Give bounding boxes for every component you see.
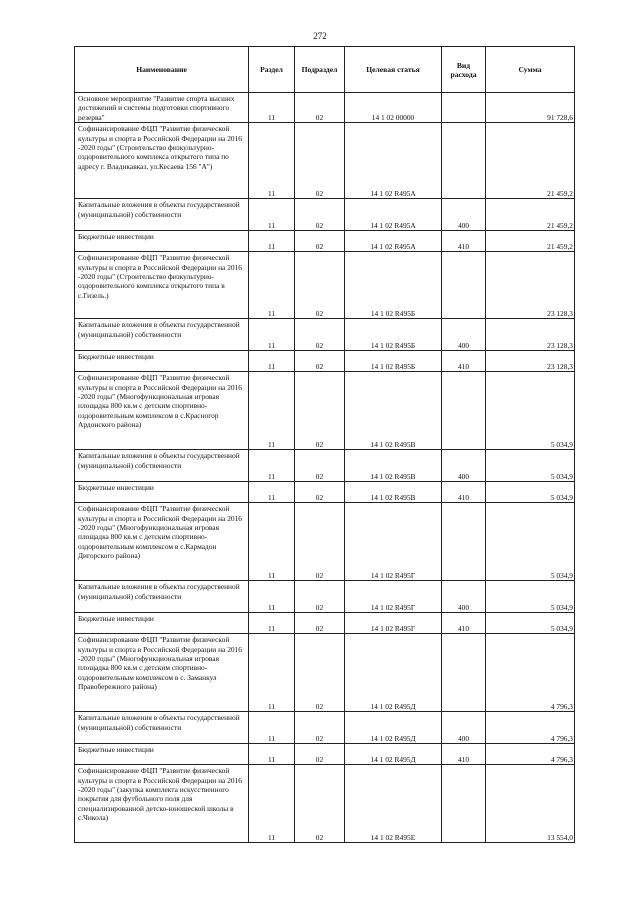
table-row (75, 231, 575, 252)
cell-razdel: 11 (249, 744, 295, 765)
cell-target: 14 1 02 R495Г (345, 581, 442, 613)
table-row (75, 319, 575, 351)
cell-sum: 13 554,0 (486, 765, 575, 843)
cell-vid: 400 (442, 450, 486, 482)
cell-target: 14 1 02 R495В (345, 450, 442, 482)
cell-vid: 400 (442, 581, 486, 613)
cell-target: 14 1 02 R495А (345, 231, 442, 252)
cell-name: Бюджетные инвестиции (75, 613, 249, 634)
cell-sum: 4 796,3 (486, 634, 575, 712)
cell-razdel: 11 (249, 351, 295, 372)
table-row (75, 613, 575, 634)
cell-podrazdel: 02 (295, 712, 345, 744)
cell-podrazdel: 02 (295, 765, 345, 843)
header-podrazdel: Подраздел (295, 47, 345, 93)
cell-razdel: 11 (249, 634, 295, 712)
cell-sum: 5 034,9 (486, 613, 575, 634)
cell-vid (442, 634, 486, 712)
cell-name: Софинансирование ФЦП "Развитие физической культуры и спорта в Российской Федерации на 2016 -2020 годы" (закупка комплекта искусственного покрытия для футбольного поля для специализированной детско-юношеской школы в с.Чикола) (75, 765, 249, 843)
cell-vid (442, 503, 486, 581)
cell-sum: 4 796,3 (486, 712, 575, 744)
cell-sum: 23 128,3 (486, 351, 575, 372)
cell-sum: 23 128,3 (486, 252, 575, 319)
table-header-row (75, 47, 575, 93)
table-row (75, 252, 575, 319)
cell-podrazdel: 02 (295, 351, 345, 372)
cell-target: 14 1 02 R495Д (345, 712, 442, 744)
cell-podrazdel: 02 (295, 123, 345, 199)
cell-podrazdel: 02 (295, 93, 345, 123)
cell-target: 14 1 02 R495Б (345, 351, 442, 372)
cell-razdel: 11 (249, 482, 295, 503)
cell-target: 14 1 02 00000 (345, 93, 442, 123)
cell-vid (442, 93, 486, 123)
cell-podrazdel: 02 (295, 634, 345, 712)
cell-razdel: 11 (249, 581, 295, 613)
cell-name: Софинансирование ФЦП "Развитие физической культуры и спорта в Российской Федерации на 2016 -2020 годы" (Многофункциональная игровая площадка 800 кв.м с детским спортивно-оздоровительным комплексом в с. Заманкул Правобережного района) (75, 634, 249, 712)
table-row (75, 482, 575, 503)
cell-name: Бюджетные инвестиции (75, 482, 249, 503)
header-vid: Вид расхода (442, 47, 486, 93)
cell-name: Капитальные вложения в объекты государственной (муниципальной) собственности (75, 450, 249, 482)
table-row (75, 581, 575, 613)
cell-vid (442, 372, 486, 450)
cell-vid: 410 (442, 613, 486, 634)
cell-podrazdel: 02 (295, 372, 345, 450)
cell-target: 14 1 02 R495Е (345, 765, 442, 843)
cell-sum: 5 034,9 (486, 450, 575, 482)
cell-sum: 5 034,9 (486, 482, 575, 503)
cell-sum: 5 034,9 (486, 581, 575, 613)
cell-podrazdel: 02 (295, 450, 345, 482)
cell-name: Бюджетные инвестиции (75, 351, 249, 372)
cell-target: 14 1 02 R495В (345, 482, 442, 503)
cell-vid (442, 123, 486, 199)
cell-target: 14 1 02 R495А (345, 123, 442, 199)
cell-name: Софинансирование ФЦП "Развитие физической культуры и спорта в Российской Федерации на 2016 -2020 годы" (Многофункциональная игровая площадка 800 кв.м с детским спортивно-оздоровительным комплексом в с.Кармадон Дигорского района) (75, 503, 249, 581)
cell-vid (442, 252, 486, 319)
table-row (75, 450, 575, 482)
cell-podrazdel: 02 (295, 744, 345, 765)
cell-sum: 5 034,9 (486, 503, 575, 581)
cell-sum: 21 459,2 (486, 199, 575, 231)
cell-razdel: 11 (249, 765, 295, 843)
cell-vid: 400 (442, 712, 486, 744)
cell-sum: 91 728,6 (486, 93, 575, 123)
cell-vid: 410 (442, 482, 486, 503)
cell-razdel: 11 (249, 372, 295, 450)
cell-name: Софинансирование ФЦП "Развитие физической культуры и спорта в Российской Федерации на 2016 -2020 годы" (Строительство физкультурно-оздоровительного комплекса открытого типа по адресу г. Владикавказ, ул.Кесаева 156 "А") (75, 123, 249, 199)
cell-target: 14 1 02 R495Д (345, 634, 442, 712)
cell-podrazdel: 02 (295, 252, 345, 319)
cell-razdel: 11 (249, 199, 295, 231)
header-name: Наименование (75, 47, 249, 93)
cell-name: Софинансирование ФЦП "Развитие физической культуры и спорта в Российской Федерации на 2016 -2020 годы" (Многофункциональная игровая площадка 800 кв.м с детским спортивно-оздоровительным комплексом в с.Красногор Ардонского района) (75, 372, 249, 450)
cell-podrazdel: 02 (295, 482, 345, 503)
table-row (75, 351, 575, 372)
cell-target: 14 1 02 R495Б (345, 252, 442, 319)
cell-sum: 5 034,9 (486, 372, 575, 450)
cell-podrazdel: 02 (295, 581, 345, 613)
table-row (75, 503, 575, 581)
table-row (75, 712, 575, 744)
cell-name: Софинансирование ФЦП "Развитие физической культуры и спорта в Российской Федерации на 2016 -2020 годы" (Строительство физкультурно-оздоровительного комплекса открытого типа в с.Гизель.) (75, 252, 249, 319)
cell-name: Капитальные вложения в объекты государственной (муниципальной) собственности (75, 581, 249, 613)
cell-razdel: 11 (249, 252, 295, 319)
budget-table (74, 46, 575, 843)
table-row (75, 765, 575, 843)
header-razdel: Раздел (249, 47, 295, 93)
cell-podrazdel: 02 (295, 319, 345, 351)
cell-name: Бюджетные инвестиции (75, 231, 249, 252)
cell-name: Капитальные вложения в объекты государственной (муниципальной) собственности (75, 712, 249, 744)
table-row (75, 123, 575, 199)
table-row (75, 372, 575, 450)
cell-razdel: 11 (249, 712, 295, 744)
cell-vid: 410 (442, 231, 486, 252)
cell-name: Бюджетные инвестиции (75, 744, 249, 765)
cell-vid: 410 (442, 351, 486, 372)
cell-target: 14 1 02 R495А (345, 199, 442, 231)
cell-name: Основное мероприятие "Развитие спорта высших достижений и системы подготовки спортивного резерва" (75, 93, 249, 123)
cell-vid: 400 (442, 199, 486, 231)
cell-razdel: 11 (249, 319, 295, 351)
table-row (75, 199, 575, 231)
cell-razdel: 11 (249, 231, 295, 252)
cell-target: 14 1 02 R495В (345, 372, 442, 450)
table-row (75, 634, 575, 712)
cell-name: Капитальные вложения в объекты государственной (муниципальной) собственности (75, 199, 249, 231)
cell-name: Капитальные вложения в объекты государственной (муниципальной) собственности (75, 319, 249, 351)
header-target: Целевая статья (345, 47, 442, 93)
cell-razdel: 11 (249, 503, 295, 581)
cell-podrazdel: 02 (295, 199, 345, 231)
cell-vid: 400 (442, 319, 486, 351)
page-number: 272 (313, 31, 327, 41)
cell-vid: 410 (442, 744, 486, 765)
cell-podrazdel: 02 (295, 231, 345, 252)
cell-razdel: 11 (249, 613, 295, 634)
cell-target: 14 1 02 R495Б (345, 319, 442, 351)
cell-sum: 4 796,3 (486, 744, 575, 765)
table-row (75, 93, 575, 123)
cell-target: 14 1 02 R495Г (345, 613, 442, 634)
cell-razdel: 11 (249, 123, 295, 199)
cell-vid (442, 765, 486, 843)
cell-target: 14 1 02 R495Г (345, 503, 442, 581)
cell-target: 14 1 02 R495Д (345, 744, 442, 765)
cell-podrazdel: 02 (295, 503, 345, 581)
cell-sum: 21 459,2 (486, 123, 575, 199)
cell-sum: 23 128,3 (486, 319, 575, 351)
cell-sum: 21 459,2 (486, 231, 575, 252)
header-sum: Сумма (486, 47, 575, 93)
cell-razdel: 11 (249, 93, 295, 123)
table-row (75, 744, 575, 765)
cell-razdel: 11 (249, 450, 295, 482)
cell-podrazdel: 02 (295, 613, 345, 634)
